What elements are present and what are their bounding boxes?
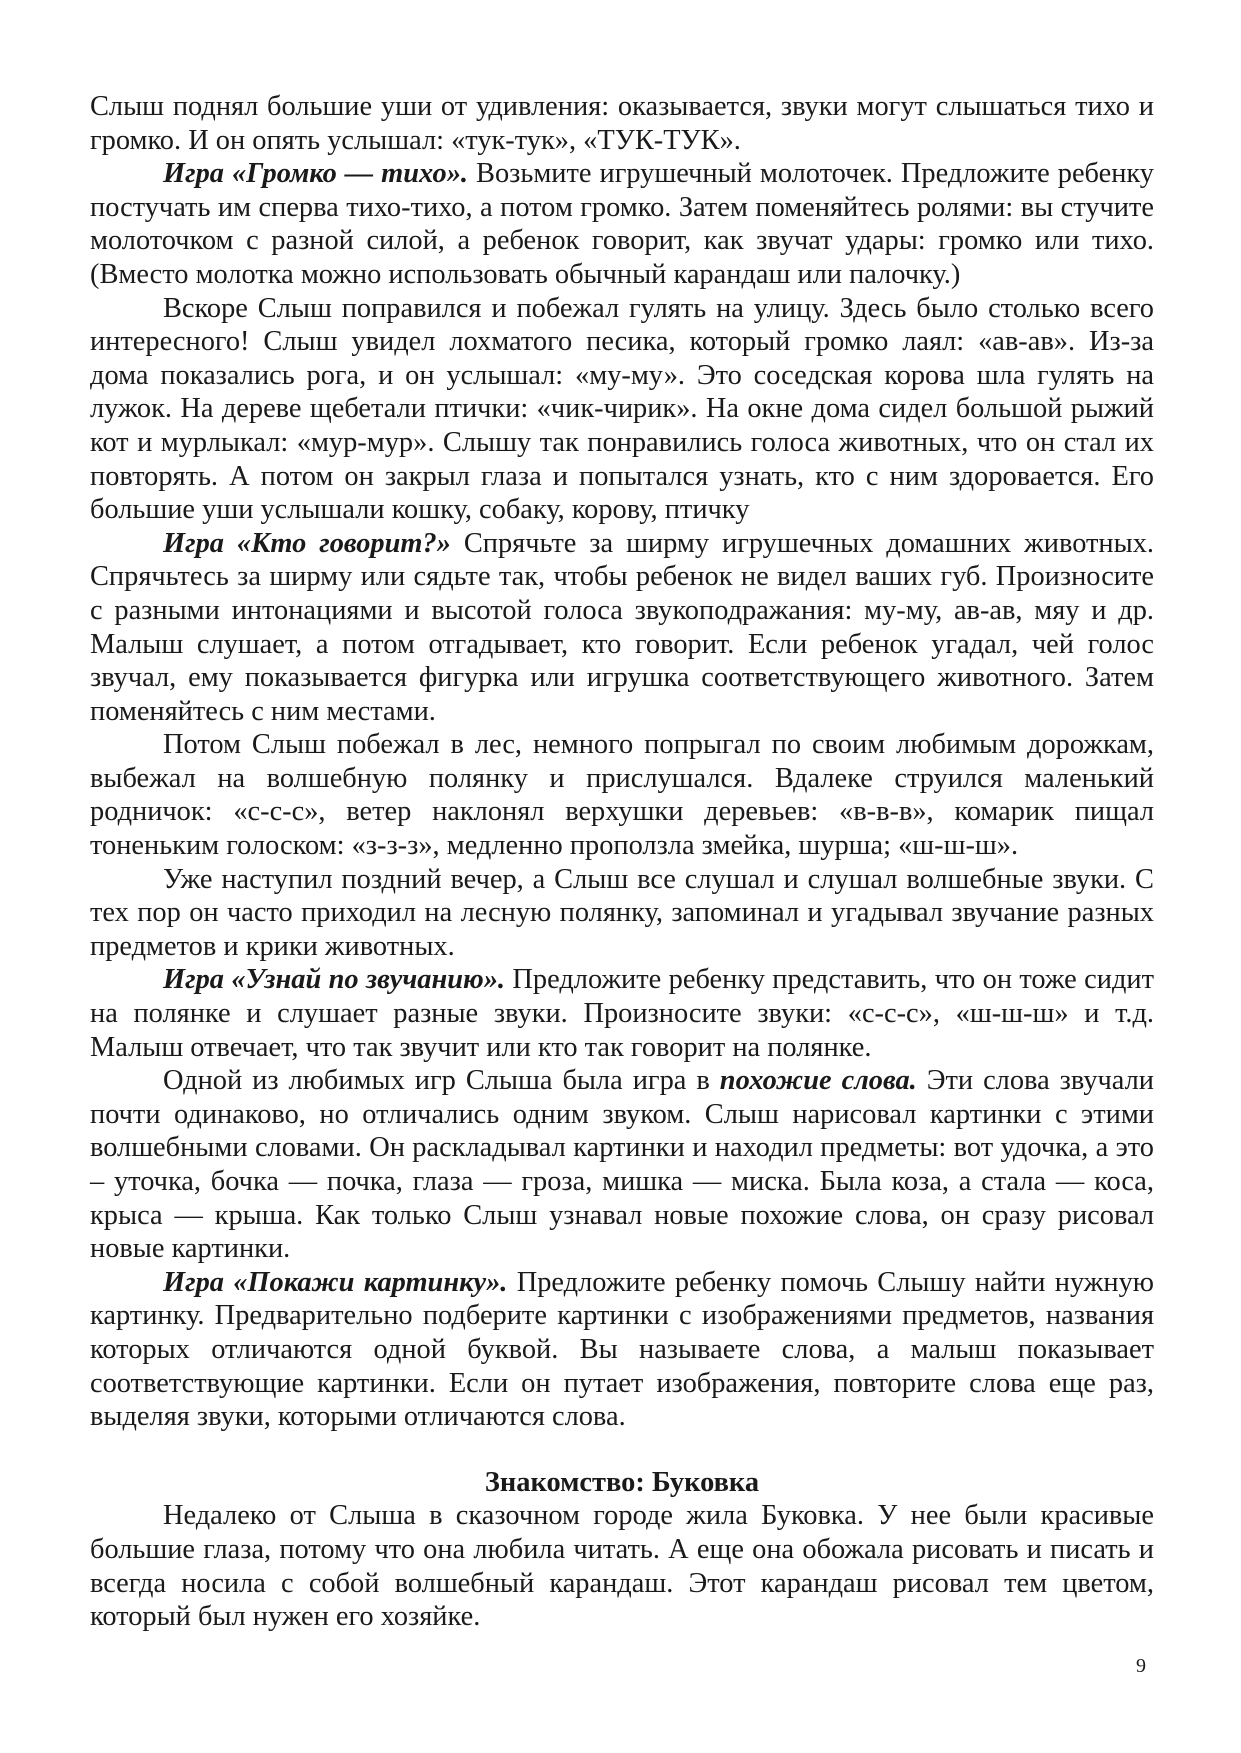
page-body <box>90 90 1154 1634</box>
game-title-recognize-sound: Игра «Узнай по звучанию». <box>163 964 506 996</box>
paragraph-6 <box>90 863 1154 964</box>
page-number: 9 <box>1136 1655 1146 1677</box>
paragraph-8-before: Одной из любимых игр Слыша была игра в <box>163 1065 720 1097</box>
paragraph-10 <box>90 1499 1154 1633</box>
paragraph-game-who-speaks <box>90 527 1154 729</box>
paragraph-5 <box>90 728 1154 862</box>
game-text-recognize-sound: Предложите ребенку представить, что он тоже сидит на полянке и слушает разные звуки. Произносите звуки: «с-с-с», «ш-ш-ш» и т.д. Малыш отвечает, что так звучит или кто так говорит на полянке. <box>90 964 1154 1063</box>
paragraph-3-text: Вскоре Слыш поправился и побежал гулять на улицу. Здесь было столько всего интересного! Слыш увидел лохматого песика, который громко лаял: «ав-ав». Из-за дома показались рога, и он услышал: «му-му». Это соседская корова шла гулять на лужок. На дереве щебетали птички: «чик-чирик». На окне дома сидел большой рыжий кот и мурлыкал: «мур-мур». Слышу так понравились голоса животных, что он стал их повторять. А потом он закрыл глаза и попытался узнать, кто с ним здоровается. Его большие уши услышали кошку, собаку, корову, птичку <box>90 292 1154 526</box>
game-text-show-picture: Предложите ребенку помочь Слышу найти нужную картинку. Предварительно подберите картинки с изображениями предметов, названия которых отличаются одной буквой. Вы называете слова, а малыш показывает соответствующие картинки. Если он путает изображения, повторите слова еще раз, выделяя звуки, которыми отличаются слова. <box>90 1266 1154 1433</box>
game-text-loud-quiet: Возьмите игрушечный молоточек. Предложите ребенку постучать им сперва тихо-тихо, а потом громко. Затем поменяйтесь ролями: вы стучите молоточком с разной силой, а ребенок говорит, как звучат удары: громко или тихо. (Вместо молотка можно использовать обычный карандаш или палочку.) <box>90 158 1154 290</box>
paragraph-8-emphasis: похожие слова. <box>719 1065 917 1097</box>
paragraph-6-text: Уже наступил поздний вечер, а Слыш все слушал и слушал волшебные звуки. С тех пор он часто приходил на лесную полянку, запоминал и угадывал звучание разных предметов и крики животных. <box>90 863 1154 962</box>
paragraph-3 <box>90 292 1154 527</box>
section-heading: Знакомство: Буковка <box>484 1466 760 1498</box>
paragraph-game-loud-quiet <box>90 157 1154 291</box>
paragraph-10-text: Недалеко от Слыша в сказочном городе жила Буковка. У нее были красивые большие глаза, потому что она любила читать. А еще она обожала рисовать и писать и всегда носила с собой волшебный карандаш. Этот карандаш рисовал тем цветом, который был нужен его хозяйке. <box>90 1500 1154 1633</box>
game-title-show-picture: Игра «Покажи картинку». <box>163 1266 508 1298</box>
paragraph-1-text: Слыш поднял большие уши от удивления: оказывается, звуки могут слышаться тихо и громко. И он опять услышал: «тук-тук», «ТУК-ТУК». <box>90 91 1154 156</box>
paragraph-1 <box>90 90 1154 157</box>
game-title-loud-quiet: Игра «Громко — тихо». <box>163 158 469 190</box>
game-title-who-speaks: Игра «Кто говорит?» <box>163 527 451 559</box>
paragraph-game-recognize-sound <box>90 963 1154 1064</box>
paragraph-8-after: Эти слова звучали почти одинаково, но отличались одним звуком. Слыш нарисовал картинки с этими волшебными словами. Он раскладывал картинки и находил предметы: вот удочка, а это – уточка, бочка — почка, глаза — гроза, мишка — миска. Была коза, а стала — коса, крыса — крыша. Как только Слыш узнавал новые похожие слова, он сразу рисовал новые картинки. <box>90 1065 1155 1265</box>
game-text-who-speaks: Спрячьте за ширму игрушечных домашних животных. Спрячьтесь за ширму или сядьте так, чтобы ребенок не видел ваших губ. Произносите с разными интонациями и высотой голоса звукоподражания: му-му, ав-ав, мяу и др. Малыш слушает, а потом отгадывает, кто говорит. Если ребенок угадал, чей голос звучал, ему показывается фигурка или игрушка соответствующего животного. Затем поменяйтесь с ним местами. <box>90 527 1154 727</box>
paragraph-game-show-picture <box>90 1266 1154 1434</box>
paragraph-8 <box>90 1064 1154 1266</box>
paragraph-5-text: Потом Слыш побежал в лес, немного попрыгал по своим любимым дорожкам, выбежал на волшебную полянку и прислушался. Вдалеке струился маленький родничок: «с-с-с», ветер наклонял верхушки деревьев: «в-в-в», комарик пищал тоненьким голоском: «з-з-з», медленно проползла змейка, шурша; «ш-ш-ш». <box>90 729 1154 862</box>
